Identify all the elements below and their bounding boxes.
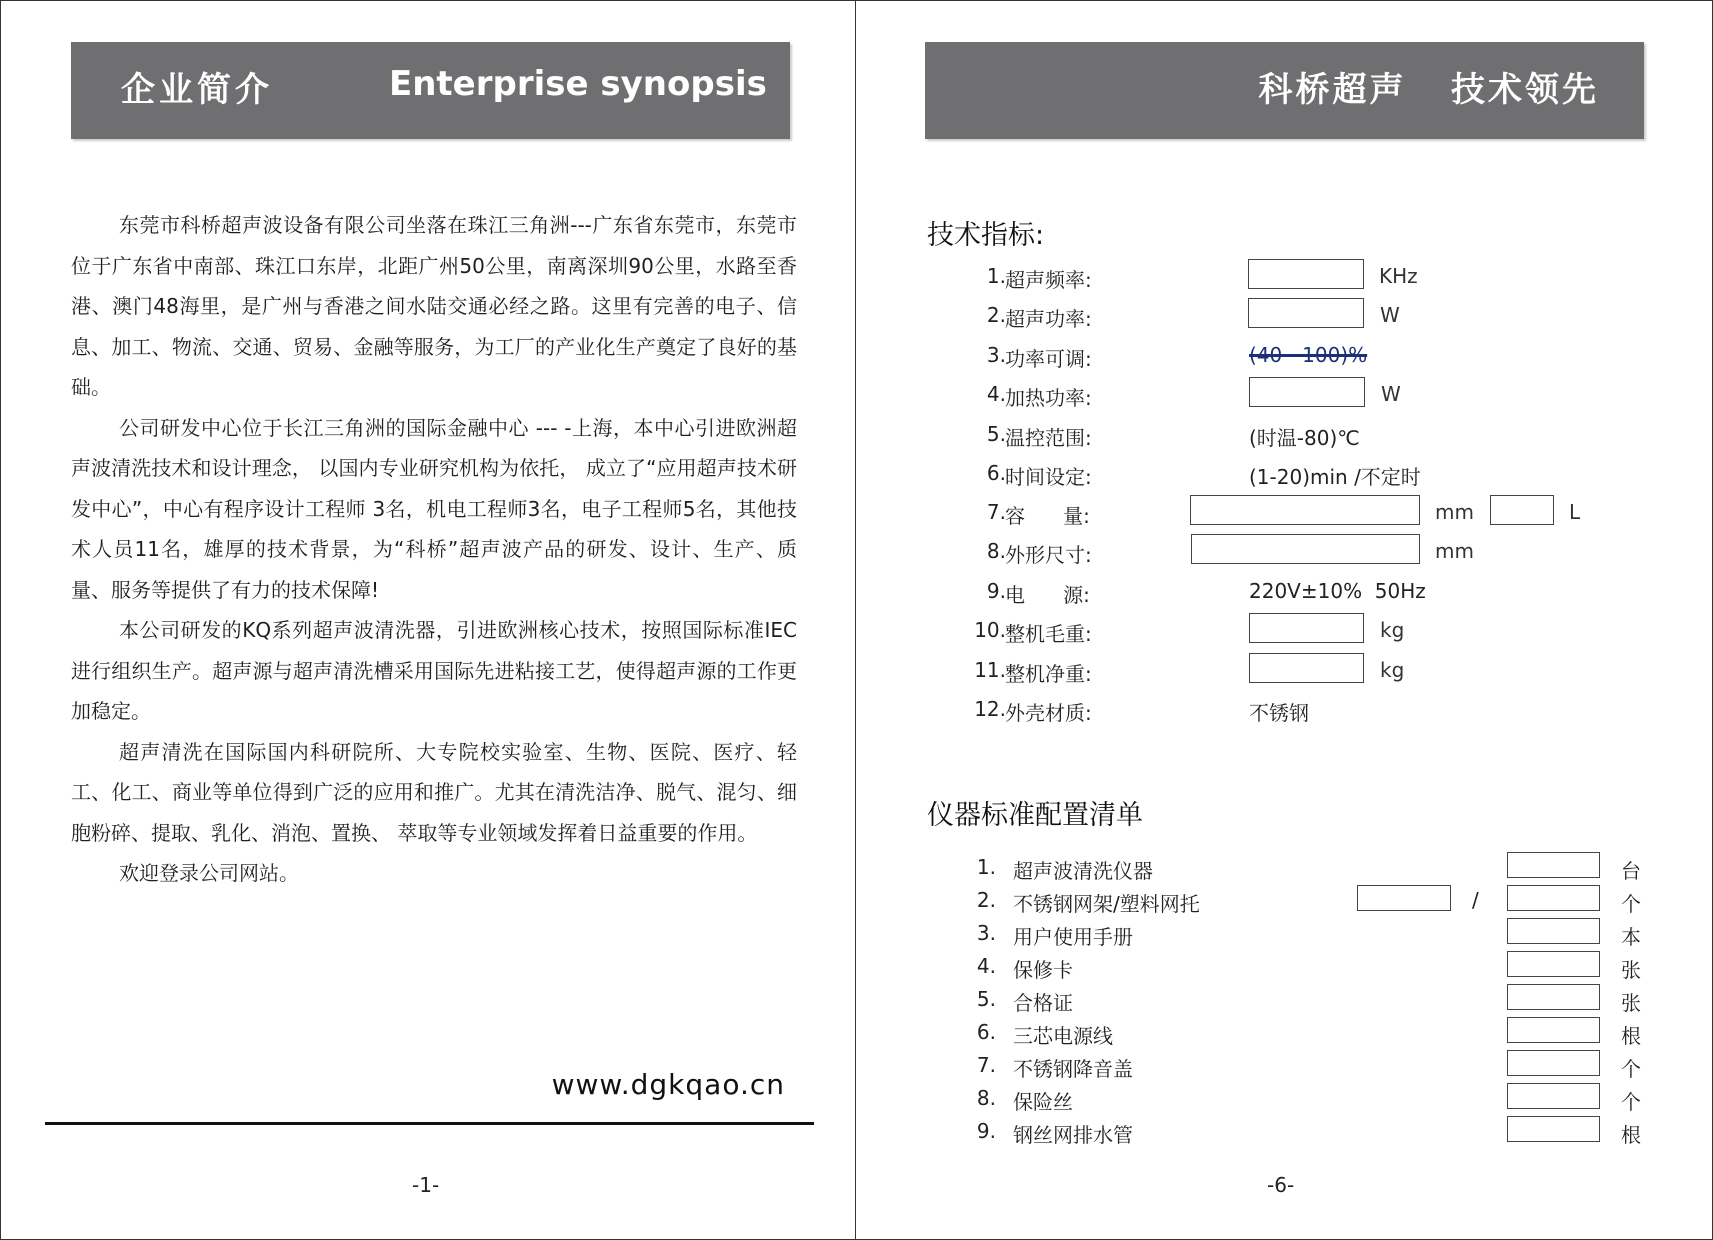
config-heading: 仪器标准配置清单: [927, 800, 1143, 831]
config-item: [856, 1116, 1713, 1146]
intro-paragraph-4: 超声清洗在国际国内科研院所、大专院校实验室、生物、医院、医疗、轻工、化工、商业等单位得到广泛的应用和推广。尤其在清洗洁净、脱气、混匀、细胞粉碎、提取、乳化、消泡、置换、 萃取等专业领域发挥着日益重要的作用。: [71, 739, 797, 845]
spec-label: 时间设定:: [1005, 465, 1092, 489]
spec-value: 不锈钢: [1249, 701, 1309, 725]
spec-label: 加热功率:: [1005, 386, 1092, 410]
spec-label: 整机毛重:: [1005, 622, 1092, 646]
config-unit: 个: [1621, 1057, 1641, 1081]
intro-paragraph-5: 欢迎登录公司网站。: [119, 861, 299, 885]
banner-title-cn: 企业简介: [121, 70, 273, 110]
spec-label: 整机净重:: [1005, 662, 1092, 686]
config-item: [856, 1083, 1713, 1113]
spec-unit: mm: [1435, 539, 1474, 563]
spec-unit: W: [1380, 303, 1400, 327]
config-quantity-box[interactable]: [1507, 1017, 1600, 1043]
config-unit: 根: [1621, 1024, 1641, 1048]
config-item: [856, 918, 1713, 948]
spec-number: 11.: [974, 658, 1006, 682]
spec-label: 超声功率:: [1005, 307, 1092, 331]
config-number: 8.: [976, 1086, 996, 1110]
spec-row: [856, 613, 1713, 647]
config-unit: 张: [1621, 991, 1641, 1015]
banner-slogan: 科桥超声 技术领先: [1258, 70, 1599, 110]
spec-volume-box[interactable]: [1490, 495, 1554, 525]
right-page: [855, 0, 1713, 1240]
config-label: 钢丝网排水管: [1013, 1123, 1133, 1147]
spec-row: [856, 338, 1713, 372]
page-number-right: -6-: [1267, 1173, 1295, 1197]
spec-label: 容 量:: [1005, 504, 1090, 528]
footer-divider: [45, 1122, 814, 1125]
config-number: 9.: [976, 1119, 996, 1143]
spec-unit: mm: [1435, 500, 1474, 524]
config-label: 不锈钢降音盖: [1013, 1057, 1133, 1081]
spec-row: [856, 495, 1713, 529]
intro-paragraph-2: 公司研发中心位于长江三角洲的国际金融中心 --- -上海，本中心引进欧洲超声波清洗技术和设计理念， 以国内专业研究机构为依托， 成立了“应用超声技术研发中心”，中心有程序设计工程师 3名，机电工程师3名，电子工程师5名，其他技术人员11名，雄厚的技术背景，为“科桥”超声波产品的研发、设计、生产、质量、服务等提供了有力的技术保障!: [71, 415, 797, 602]
enterprise-synopsis-banner: [71, 42, 790, 139]
config-number: 4.: [976, 954, 996, 978]
spec-value-box[interactable]: [1190, 495, 1420, 525]
config-quantity-box[interactable]: [1507, 984, 1600, 1010]
spec-heading: 技术指标:: [927, 220, 1045, 251]
spec-number: 7.: [986, 500, 1006, 524]
config-item: [856, 984, 1713, 1014]
spec-unit: W: [1381, 382, 1401, 406]
enterprise-intro-text: [71, 205, 797, 894]
left-page: [0, 0, 856, 1240]
spec-value: (1-20)min /不定时: [1249, 465, 1421, 489]
page-number-left: -1-: [412, 1173, 440, 1197]
spec-row: [856, 692, 1713, 726]
config-unit: 根: [1621, 1123, 1641, 1147]
spec-label: 外形尺寸:: [1005, 543, 1092, 567]
website-url: www.dgkqao.cn: [551, 1068, 785, 1101]
spec-value: 220V±10% 50Hz: [1249, 579, 1426, 603]
spec-number: 3.: [986, 343, 1006, 367]
spec-label: 功率可调:: [1005, 347, 1092, 371]
spec-unit: kg: [1380, 658, 1405, 682]
config-unit: 本: [1621, 925, 1641, 949]
spec-row: [856, 417, 1713, 451]
spec-row: [856, 534, 1713, 568]
spec-value-box[interactable]: [1249, 613, 1364, 643]
config-quantity-box[interactable]: [1507, 1050, 1600, 1076]
spec-value-box[interactable]: [1191, 534, 1420, 564]
config-item: [856, 951, 1713, 981]
spec-value-box[interactable]: [1248, 259, 1364, 289]
spec-row: [856, 298, 1713, 332]
spec-unit-liters: L: [1569, 500, 1581, 524]
config-label: 不锈钢网架/塑料网托: [1013, 892, 1200, 916]
config-number: 3.: [976, 921, 996, 945]
config-quantity-box-alt[interactable]: [1357, 885, 1451, 911]
intro-paragraph-1: 东莞市科桥超声波设备有限公司坐落在珠江三角洲---广东省东莞市，东莞市位于广东省中南部、珠江口东岸，北距广州50公里，南离深圳90公里，水路至香港、澳门48海里，是广州与香港之间水陆交通必经之路。这里有完善的电子、信息、加工、物流、交通、贸易、金融等服务，为工厂的产业化生产奠定了良好的基础。: [71, 213, 797, 399]
config-label: 合格证: [1013, 991, 1073, 1015]
spec-number: 1.: [986, 264, 1006, 288]
spec-number: 2.: [986, 303, 1006, 327]
config-unit: 个: [1621, 1090, 1641, 1114]
banner-title-en: Enterprise synopsis: [389, 64, 767, 104]
spec-number: 12.: [974, 697, 1006, 721]
spec-value-box[interactable]: [1249, 653, 1364, 683]
spec-row: [856, 653, 1713, 687]
config-item: [856, 1017, 1713, 1047]
spec-value-box[interactable]: [1249, 377, 1365, 407]
intro-paragraph-3: 本公司研发的KQ系列超声波清洗器，引进欧洲核心技术，按照国际标准IEC进行组织生产。超声源与超声清洗槽采用国际先进粘接工艺，使得超声源的工作更加稳定。: [71, 618, 797, 723]
spec-row: [856, 377, 1713, 411]
spec-unit: KHz: [1379, 264, 1418, 288]
config-quantity-box[interactable]: [1507, 1116, 1600, 1142]
spec-number: 10.: [974, 618, 1006, 642]
spec-number: 9.: [986, 579, 1006, 603]
slogan-banner: [925, 42, 1644, 139]
config-quantity-box[interactable]: [1507, 918, 1600, 944]
config-quantity-box[interactable]: [1507, 951, 1600, 977]
config-number: 6.: [976, 1020, 996, 1044]
spec-label: 外壳材质:: [1005, 701, 1092, 725]
spec-row: [856, 259, 1713, 293]
config-slash: /: [1472, 888, 1479, 912]
spec-label: 温控范围:: [1005, 426, 1092, 450]
spec-number: 4.: [986, 382, 1006, 406]
spec-number: 8.: [986, 539, 1006, 563]
config-number: 5.: [976, 987, 996, 1011]
spec-row: [856, 456, 1713, 490]
config-quantity-box[interactable]: [1507, 885, 1600, 911]
config-quantity-box[interactable]: [1507, 852, 1600, 878]
config-number: 1.: [976, 855, 996, 879]
config-number: 2.: [976, 888, 996, 912]
config-quantity-box[interactable]: [1507, 1083, 1600, 1109]
config-label: 保险丝: [1013, 1090, 1073, 1114]
config-item: [856, 852, 1713, 882]
config-unit: 个: [1621, 892, 1641, 916]
config-label: 保修卡: [1013, 958, 1073, 982]
spec-number: 5.: [986, 422, 1006, 446]
spec-row: [856, 574, 1713, 608]
spec-value: (时温-80)℃: [1249, 426, 1360, 450]
config-item: [856, 885, 1713, 915]
spec-value-struck: (40 - 100)%: [1249, 343, 1368, 367]
config-item: [856, 1050, 1713, 1080]
config-number: 7.: [976, 1053, 996, 1077]
spec-value-box[interactable]: [1248, 298, 1364, 328]
spec-unit: kg: [1380, 618, 1405, 642]
config-label: 用户使用手册: [1013, 925, 1133, 949]
spec-label: 超声频率:: [1005, 268, 1092, 292]
config-label: 超声波清洗仪器: [1013, 859, 1153, 883]
spec-label: 电 源:: [1005, 583, 1090, 607]
config-unit: 张: [1621, 958, 1641, 982]
spec-number: 6.: [986, 461, 1006, 485]
config-unit: 台: [1621, 859, 1641, 883]
config-label: 三芯电源线: [1013, 1024, 1113, 1048]
